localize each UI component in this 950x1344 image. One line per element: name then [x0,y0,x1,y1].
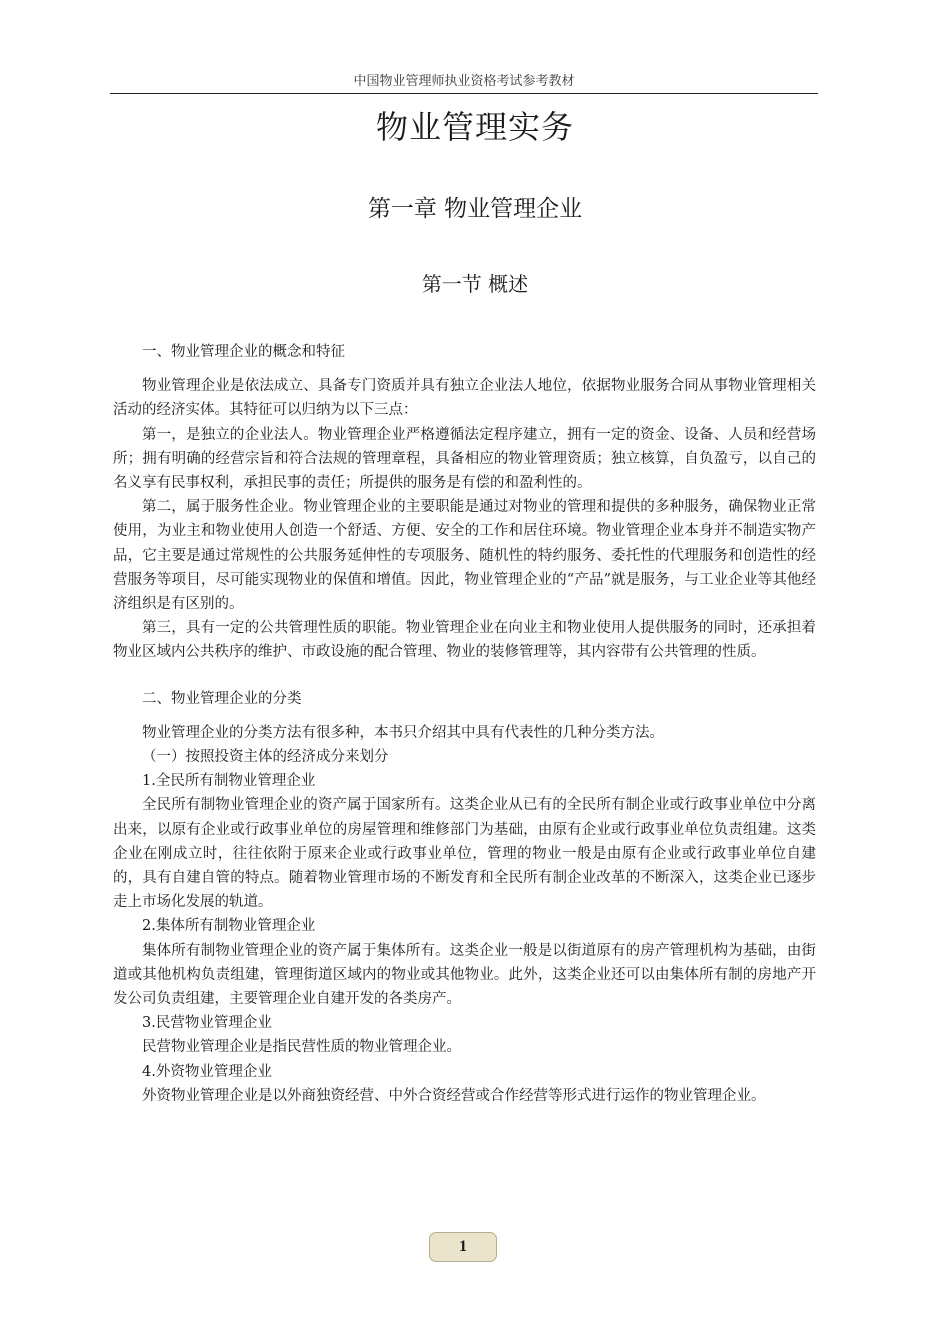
paragraph: 第一，是独立的企业法人。物业管理企业严格遵循法定程序建立，拥有一定的资金、设备、人员和经营场所；拥有明确的经营宗旨和符合法规的管理章程，具备相应的物业管理资质；独立核算，自负盈亏，以自己的名义享有民事权利，承担民事的责任；所提供的服务是有偿的和盈利性的。 [113,426,816,492]
paragraph: 物业管理企业是依法成立、具备专门资质并具有独立企业法人地位，依据物业服务合同从事物业管理相关活动的经济实体。其特征可以归纳为以下三点： [113,378,816,419]
book-title: 物业管理实务 [375,108,574,146]
paragraph: 民营物业管理企业是指民营性质的物业管理企业。 [142,1039,461,1056]
paragraph: 第二，属于服务性企业。物业管理企业的主要职能是通过对物业的管理和提供的多种服务，确保物业正常使用，为业主和物业使用人创造一个舒适、方便、安全的工作和居住环境。物业管理企业本身并不制造实物产品，它主要是通过常规性的公共服务延伸性的专项服务、随机性的特约服务、委托性的代理服务和创造性的经营服务等项目，尽可能实现物业的保值和增值。因此，物业管理企业的“产品”就是服务，与工业企业等其他经济组织是有区别的。 [113,499,816,613]
paragraph: 2.集体所有制物业管理企业 [142,918,316,935]
subsection-heading: 二、物业管理企业的分类 [142,690,302,707]
paragraph: 4.外资物业管理企业 [142,1063,272,1080]
paragraph: 第三，具有一定的公共管理性质的职能。物业管理企业在向业主和物业使用人提供服务的同时，还承担着物业区域内公共秩序的维护、市政设施的配合管理、物业的装修管理等，其内容带有公共管理的性质。 [113,620,816,661]
paragraph: 1.全民所有制物业管理企业 [142,773,316,790]
subsection-heading: 一、物业管理企业的概念和特征 [142,344,345,360]
paragraph: 物业管理企业的分类方法有很多种，本书只介绍其中具有代表性的几种分类方法。 [142,724,664,741]
running-header: 中国物业管理师执业资格考试参考教材 [110,70,818,94]
paragraph: 集体所有制物业管理企业的资产属于集体所有。这类企业一般是以街道原有的房产管理机构为基础，由街道或其他机构负责组建，管理街道区域内的物业或其他物业。此外，这类企业还可以由集体所有制的房地产开发公司负责组建，主要管理企业自建开发的各类房产。 [113,942,816,1008]
paragraph: （一）按照投资主体的经济成分来划分 [142,749,389,766]
section-title: 第一节 概述 [421,272,529,296]
chapter-title: 第一章 物业管理企业 [367,196,583,222]
paragraph: 全民所有制物业管理企业的资产属于国家所有。这类企业从已有的全民所有制企业或行政事业单位中分离出来，以原有企业或行政事业单位的房屋管理和维修部门为基础，由原有企业或行政事业单位负责组建。这类企业在刚成立时，往往依附于原来企业或行政事业单位，管理的物业一般是由原有企业或行政事业单位自建的，具有自建自管的特点。随着物业管理市场的不断发育和全民所有制企业改革的不断深入，这类企业已逐步走上市场化发展的轨道。 [113,797,816,911]
body-text [113,340,816,1108]
paragraph: 外资物业管理企业是以外商独资经营、中外合资经营或合作经营等形式进行运作的物业管理企业。 [142,1087,766,1104]
paragraph: 3.民营物业管理企业 [142,1015,272,1032]
page-number: 1 [429,1232,497,1262]
